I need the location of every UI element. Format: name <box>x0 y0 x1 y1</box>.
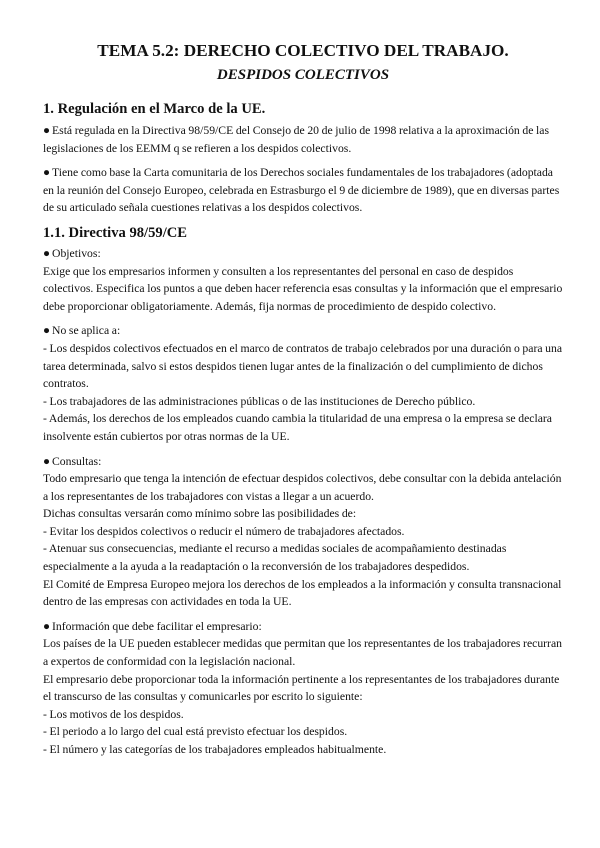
bullet-icon: ● <box>43 166 51 180</box>
no-aplica-block <box>43 322 563 445</box>
consultas-item-1: - Evitar los despidos colectivos o reducir el número de trabajadores afectados. <box>43 524 405 538</box>
informacion-item-2: - El periodo a lo largo del cual está previsto efectuar los despidos. <box>43 725 348 739</box>
objetivos-label: ● Objetivos: <box>43 245 563 263</box>
objetivos-text: Exige que los empresarios informen y consulten a los representantes del personal en caso de despidos colectivos. Especifica los puntos a que deben hacer referencia esas consultas y la información que el empresario debe proporcionar obligatoriamente. Además, fija normas de procedimiento de despido colectivo. <box>43 264 563 313</box>
section-1-paragraph-1: ● Está regulada en la Directiva 98/59/CE del Consejo de 20 de julio de 1998 relativa a la aproximación de las legislaciones de los EEMM q se refieren a los despidos colectivos. <box>43 124 550 155</box>
objetivos-block <box>43 245 563 315</box>
section-1-paragraph-2: ● Tiene como base la Carta comunitaria de los Derechos sociales fundamentales de los trabajadores (adoptada en la reunión del Consejo Europeo, celebrada en Estrasburgo el 9 de diciembre de 1989), que en diversas partes de su articulado señala cuestiones relativas a los despidos colectivos. <box>43 166 560 215</box>
no-aplica-item-1: - Los despidos colectivos efectuados en el marco de contratos de trabajo celebrados por una duración o para una tarea determinada, salvo si estos despidos tienen lugar antes de la finalización o del cumplimiento de dichos contratos. <box>43 341 563 391</box>
informacion-item-3: - El número y las categorías de los trabajadores empleados habitualmente. <box>43 743 387 756</box>
bullet-icon: ● <box>43 454 51 468</box>
no-aplica-label: ● No se aplica a: <box>43 322 563 340</box>
informacion-label: ● Información que debe facilitar el empresario: <box>43 618 563 636</box>
bullet-icon: ● <box>43 324 51 338</box>
bullet-icon: ● <box>43 124 51 137</box>
consultas-text-1: Todo empresario que tenga la intención de efectuar despidos colectivos, debe consultar con la debida antelación a los representantes de los trabajadores con vistas a llegar a un acuerdo. <box>43 472 562 503</box>
section-1-heading: 1. Regulación en el Marco de la UE. <box>43 101 266 117</box>
consultas-block <box>43 453 563 611</box>
consultas-text-3: El Comité de Empresa Europeo mejora los derechos de los empleados a la información y consulta transnacional dentro de las empresas con actividades en toda la UE. <box>43 577 562 609</box>
informacion-text-1: Los países de la UE pueden establecer medidas que permitan que los representantes de los trabajadores recurran a expertos de conformidad con la legislación nacional. <box>43 637 562 669</box>
no-aplica-item-3: - Además, los derechos de los empleados cuando cambia la titularidad de una empresa o la empresa se declara insolvente están cubiertos por otras normas de la UE. <box>43 412 552 443</box>
document-page <box>43 40 563 766</box>
consultas-text-2: Dichas consultas versarán como mínimo sobre las posibilidades de: <box>43 507 357 521</box>
informacion-item-1: - Los motivos de los despidos. <box>43 707 184 721</box>
consultas-item-2: - Atenuar sus consecuencias, mediante el recurso a medidas sociales de acompañamiento destinadas especialmente a la ayuda a la readaptación o la reconversión de los trabajadores despedidos. <box>43 542 507 574</box>
page-title: TEMA 5.2: DERECHO COLECTIVO DEL TRABAJO. <box>97 41 509 60</box>
consultas-label: ● Consultas: <box>43 453 563 471</box>
bullet-icon: ● <box>43 246 51 260</box>
no-aplica-item-2: - Los trabajadores de las administraciones públicas o de las instituciones de Derecho público. <box>43 394 476 408</box>
section-1-1-heading: 1.1. Directiva 98/59/CE <box>43 224 188 241</box>
informacion-block <box>43 618 563 759</box>
bullet-icon: ● <box>43 619 51 633</box>
informacion-text-2: El empresario debe proporcionar toda la información pertinente a los representantes de los trabajadores durante el transcurso de las consultas y comunicarles por escrito lo siguiente: <box>43 672 560 704</box>
page-subtitle: DESPIDOS COLECTIVOS <box>216 67 390 83</box>
